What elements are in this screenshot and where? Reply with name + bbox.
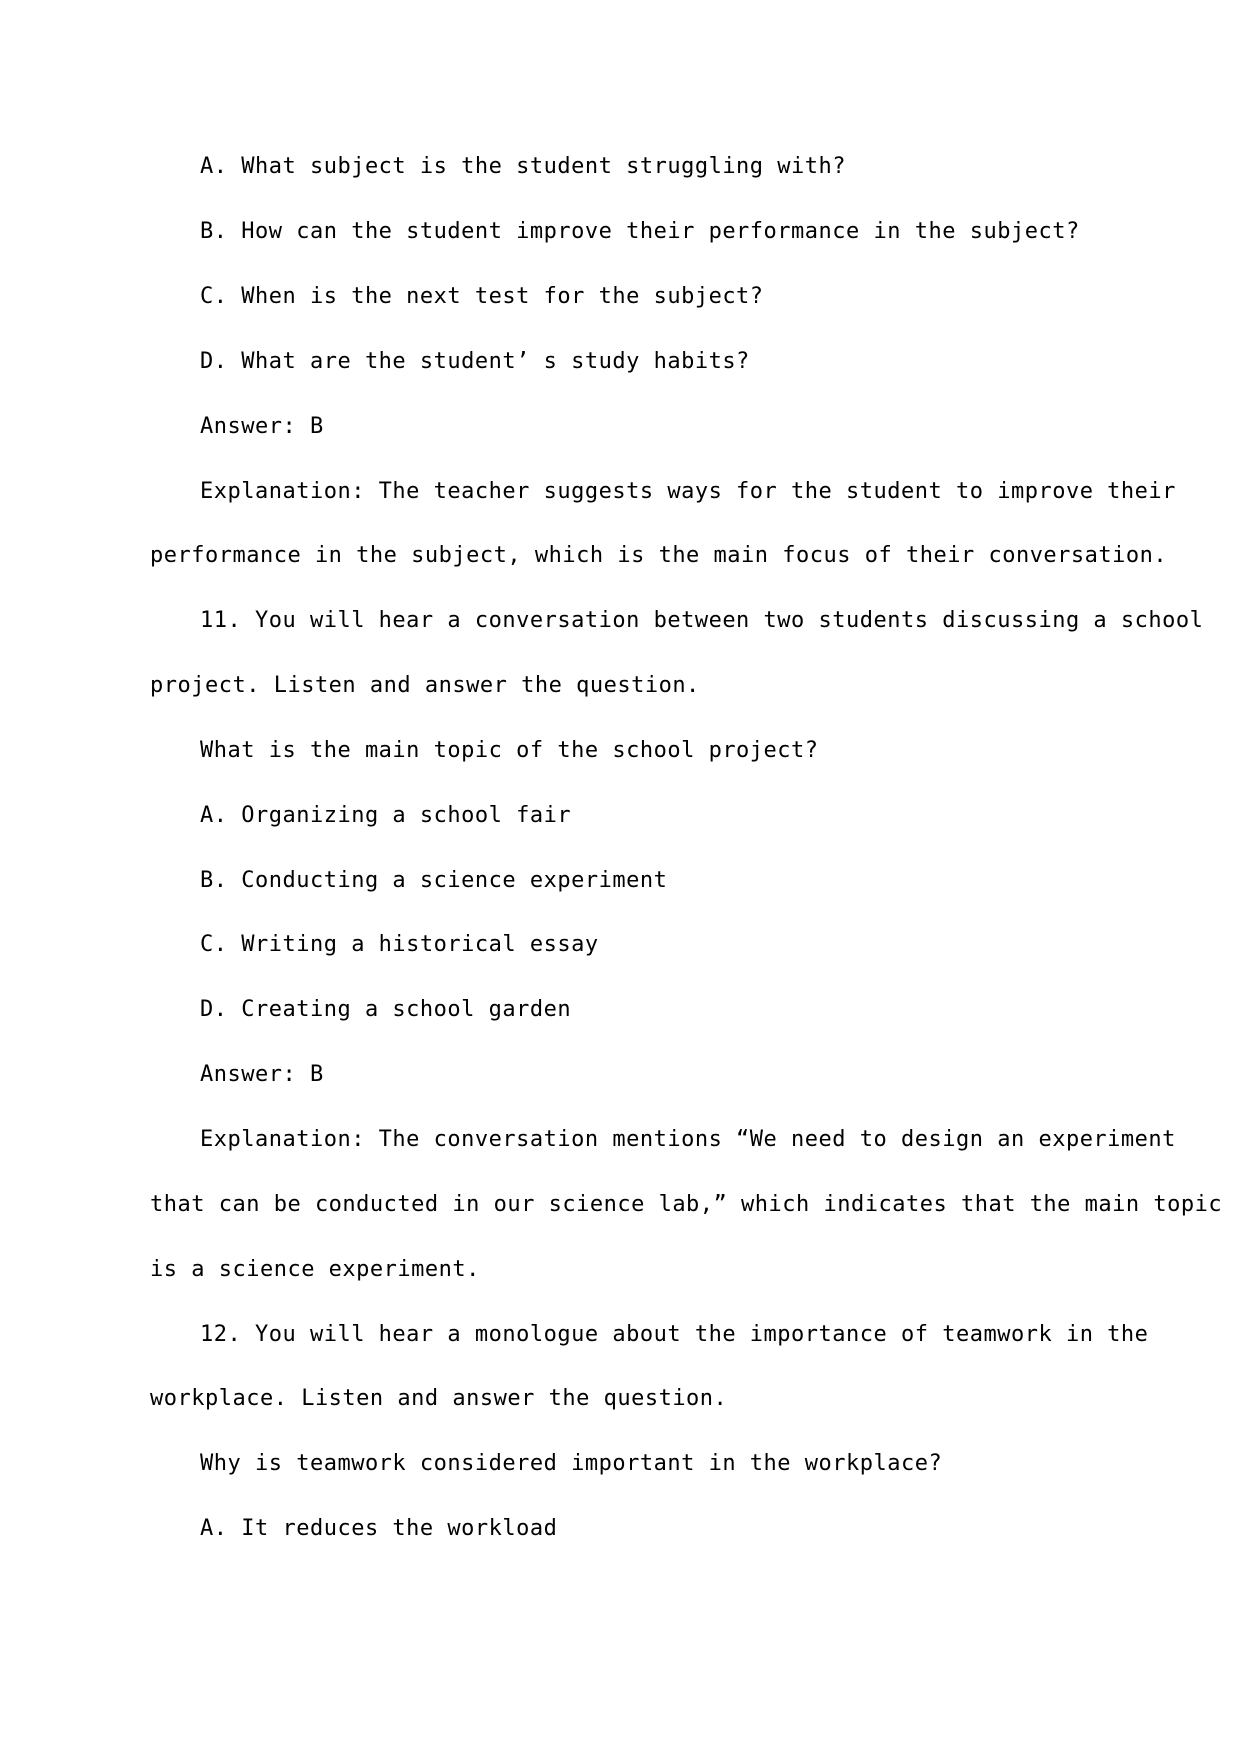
q11-option-c: C. Writing a historical essay xyxy=(200,932,599,957)
q12-prompt-line1: 12. You will hear a monologue about the importance of teamwork in the xyxy=(200,1322,1149,1347)
q11-option-a: A. Organizing a school fair xyxy=(200,803,572,828)
q10-option-c: C. When is the next test for the subject? xyxy=(200,284,764,309)
q11-question: What is the main topic of the school project? xyxy=(200,738,819,763)
q10-explanation-line2: performance in the subject, which is the main focus of their conversation. xyxy=(150,543,1168,568)
q12-prompt-line2: workplace. Listen and answer the question. xyxy=(150,1386,728,1411)
q12-question: Why is teamwork considered important in the workplace? xyxy=(200,1451,943,1476)
q11-prompt-line1: 11. You will hear a conversation between two students discussing a school xyxy=(200,608,1204,633)
q10-answer: Answer: B xyxy=(200,414,324,439)
q10-option-b: B. How can the student improve their performance in the subject? xyxy=(200,219,1080,244)
q11-option-b: B. Conducting a science experiment xyxy=(200,868,668,893)
q10-option-d: D. What are the student’ s study habits? xyxy=(200,349,750,374)
q11-answer: Answer: B xyxy=(200,1062,324,1087)
q10-option-a: A. What subject is the student struggling with? xyxy=(200,154,847,179)
q11-explanation-line2: that can be conducted in our science lab,” which indicates that the main topic xyxy=(150,1192,1223,1217)
q12-option-a: A. It reduces the workload xyxy=(200,1516,558,1541)
q10-explanation-line1: Explanation: The teacher suggests ways for the student to improve their xyxy=(200,479,1176,504)
q11-prompt-line2: project. Listen and answer the question. xyxy=(150,673,700,698)
q11-explanation-line3: is a science experiment. xyxy=(150,1257,480,1282)
q11-explanation-line1: Explanation: The conversation mentions “We need to design an experiment xyxy=(200,1127,1176,1152)
q11-option-d: D. Creating a school garden xyxy=(200,997,572,1022)
